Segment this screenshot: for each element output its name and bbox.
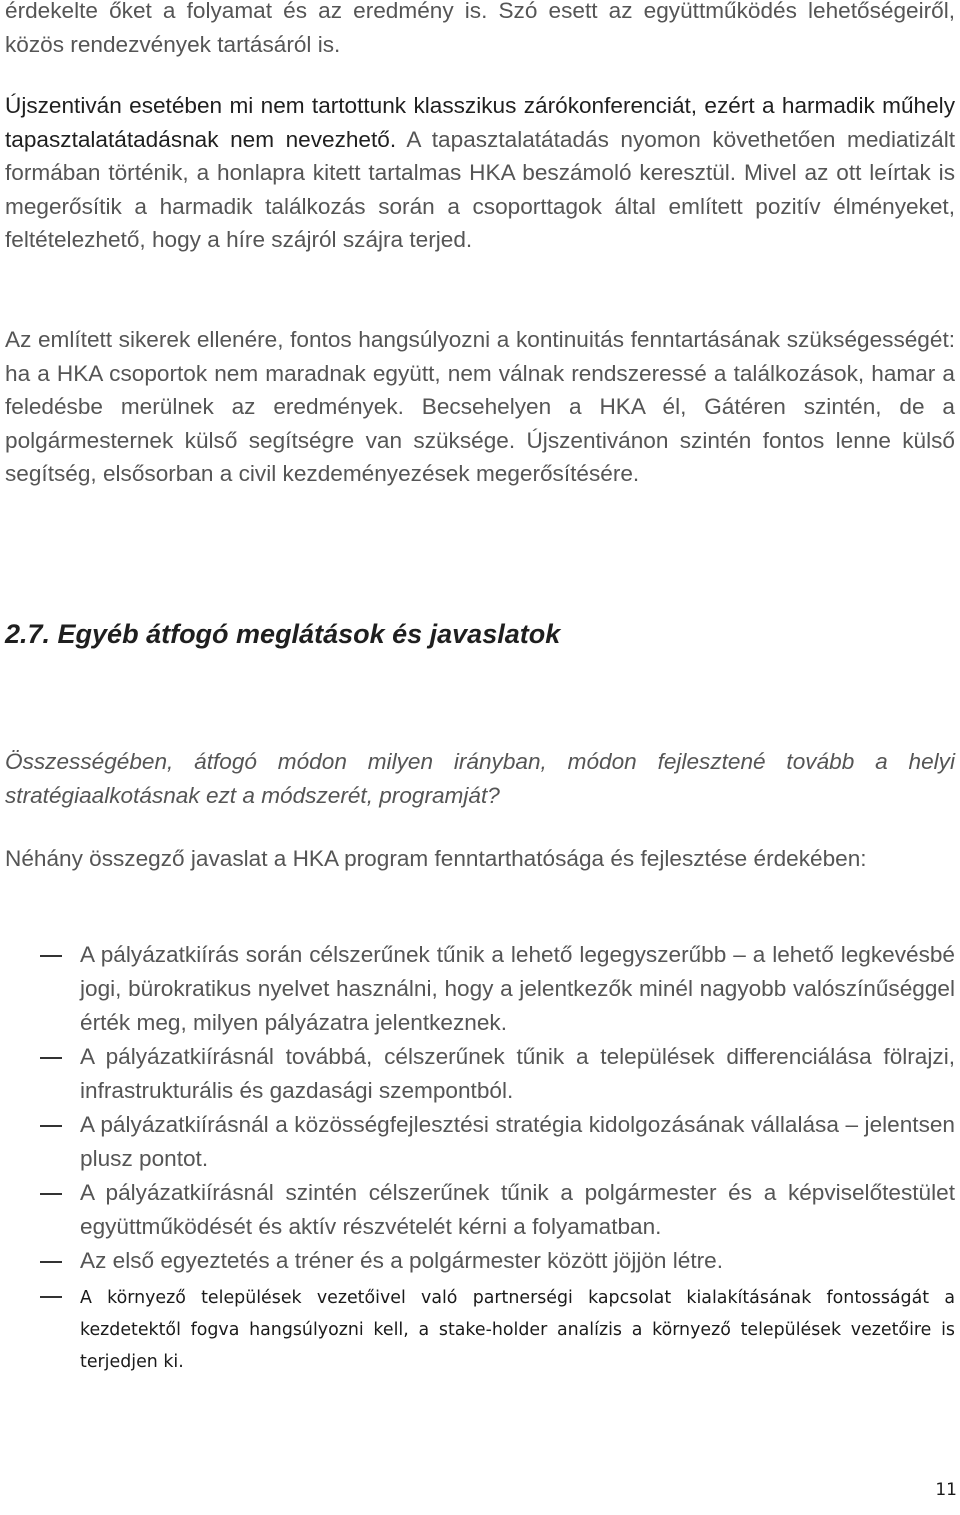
list-item [0, 1282, 955, 1378]
paragraph-ujszentivan-rest: A tapasztalatátadás nyomon követhetően mediatizált formában történik, a honlapra kitett tartalmas HKA beszámoló keresztül. Mivel az ott leírtak is megerősítik a harmadik találkozás során a csoporttagok által említett pozitív élményeket, feltételezhető, hogy a híre szájról szájra terjed. [5, 126, 955, 253]
list-item [0, 1244, 955, 1278]
list-item [0, 1108, 955, 1176]
dash-bullet-icon [40, 1296, 62, 1298]
section-question: Összességében, átfogó módon milyen irányban, módon fejlesztené tovább a helyi stratégiaalkotásnak ezt a módszerét, programját? [5, 749, 955, 808]
paragraph-ujszentivan [5, 89, 955, 257]
paragraph-ujszentivan-lead: Újszentiván esetében mi nem tartottunk klasszikus zárókonferenciát, ezért a harmadik műhely tapasztalatátadásnak nem nevezhető. [5, 93, 955, 152]
dash-bullet-icon [40, 1125, 62, 1127]
paragraph-collaboration: érdekelte őket a folyamat és az eredmény is. Szó esett az együttműködés lehetőségeiről, közös rendezvények tartásáról is. [5, 0, 955, 57]
list-item-text: A pályázatkiírásnál továbbá, célszerűnek tűnik a települések differenciálása fölrajzi, infrastrukturális és gazdasági szempontból. [80, 1044, 955, 1103]
page-number: 11 [935, 1480, 957, 1500]
list-item-text: A környező települések vezetőivel való partnerségi kapcsolat kialakításának fontosságát a kezdetektől fogva hangsúlyozni kell, a stake-holder analízis a környező települések vezetőire is terjedjen ki. [80, 1288, 955, 1372]
dash-bullet-icon [40, 1261, 62, 1263]
list-item [0, 938, 955, 1040]
list-item [0, 1040, 955, 1108]
list-item-text: A pályázatkiírásnál szintén célszerűnek tűnik a polgármester és a képviselőtestület együttműködését és aktív részvételét kérni a folyamatban. [80, 1180, 955, 1239]
section-heading: 2.7. Egyéb átfogó meglátások és javaslatok [5, 619, 561, 649]
list-item-text: A pályázatkiírás során célszerűnek tűnik a lehető legegyszerűbb – a lehető legkevésbé jogi, bürokratikus nyelvet használni, hogy a jelentkezők minél nagyobb valószínűséggel érték meg, milyen pályázatra jelentkeznek. [80, 942, 955, 1035]
dash-bullet-icon [40, 1193, 62, 1195]
suggestions-intro: Néhány összegző javaslat a HKA program fenntarthatósága és fejlesztése érdekében: [5, 846, 867, 871]
list-item-text: A pályázatkiírásnál a közösségfejlesztési stratégia kidolgozásának vállalása – jelentsen plusz pontot. [80, 1112, 955, 1171]
list-item [0, 1176, 955, 1244]
suggestion-list [0, 938, 960, 1378]
paragraph-continuity: Az említett sikerek ellenére, fontos hangsúlyozni a kontinuitás fenntartásának szükségességét: ha a HKA csoportok nem maradnak együtt, nem válnak rendszeressé a találkozások, hamar a feledésbe merülnek az eredmények. Becsehelyen a HKA él, Gátéren szintén, de a polgármesternek külső segítségre van szüksége. Újszentivánon szintén fontos lenne külső segítség, elsősorban a civil kezdeményezések megerősítésére. [5, 327, 955, 487]
dash-bullet-icon [40, 955, 62, 957]
list-item-text: Az első egyeztetés a tréner és a polgármester között jöjjön létre. [80, 1248, 723, 1273]
dash-bullet-icon [40, 1057, 62, 1059]
